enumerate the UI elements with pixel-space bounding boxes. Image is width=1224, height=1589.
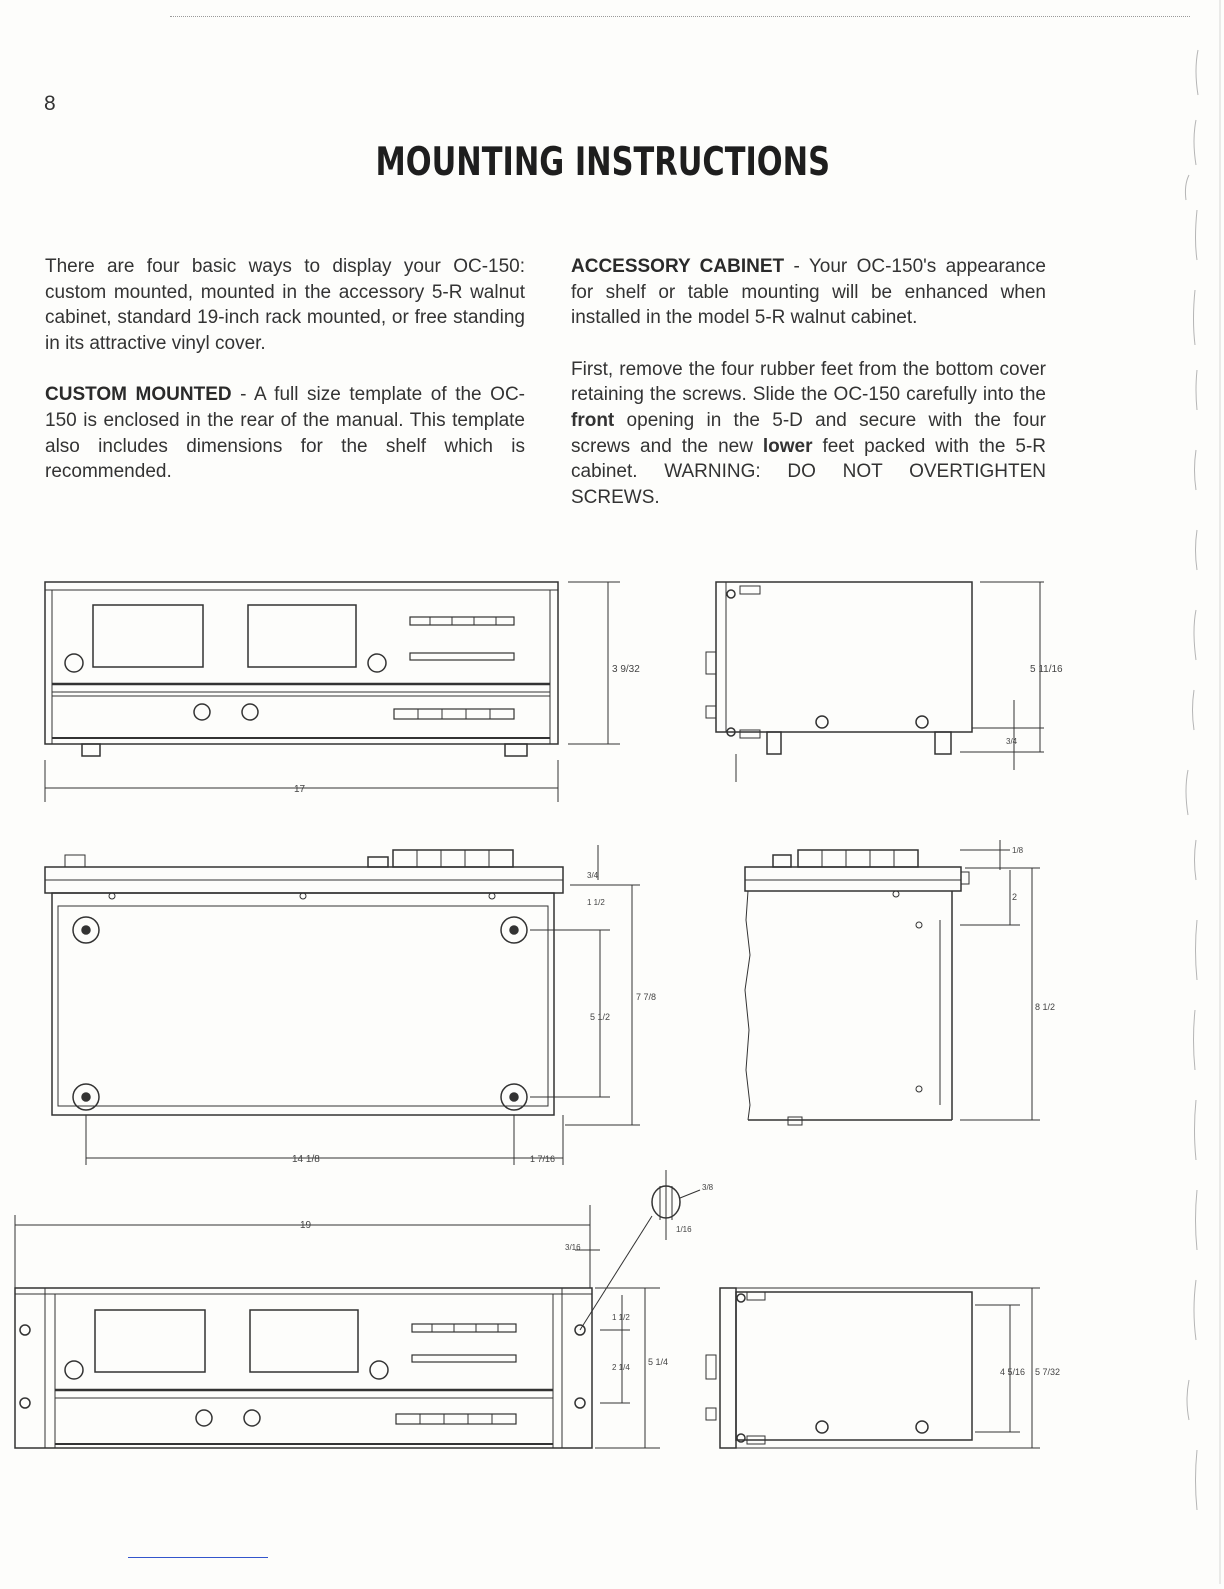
rear-view-diagram	[745, 840, 1055, 1125]
footer-rule	[128, 1557, 268, 1558]
front-height-label: 3 9/32	[612, 664, 640, 675]
bottom-depth-label: 7 7/8	[636, 992, 657, 1002]
bottom-edge-offset-label: 1 7/16	[530, 1154, 556, 1164]
top-small-label: 1 1/2	[587, 898, 605, 907]
rack-ear-label: 3/16	[565, 1243, 581, 1252]
bottom-view-diagram	[45, 845, 656, 1165]
custom-mounted-heading: CUSTOM MOUNTED	[45, 384, 232, 406]
mounting-diagrams	[0, 560, 1224, 1584]
intro-paragraph: There are four basic ways to display your OC-150: custom mounted, mounted in the accessory 5-R walnut cabinet, standard 19-inch rack mounted, or free standing in its attractive vinyl cover.	[45, 256, 525, 354]
accessory-cabinet-body: - Your OC-150's appearance for shelf or table mounting will be enhanced when installed in the model 5-R walnut cabinet.	[571, 256, 1046, 329]
rack-side-height-label: 4 5/16	[1000, 1367, 1026, 1377]
top-rule	[170, 16, 1190, 17]
rack-side-total-label: 5 7/32	[1035, 1367, 1061, 1377]
accessory-cabinet-paragraph	[571, 254, 1046, 331]
front-view-diagram	[45, 582, 640, 802]
rack-width-label: 19	[300, 1220, 312, 1231]
rear-top-label: 1/8	[1012, 846, 1024, 855]
page-title: MOUNTING INSTRUCTIONS	[375, 140, 831, 185]
rack-hole-2-label: 2 1/4	[612, 1363, 630, 1372]
slot-width-label: 3/8	[702, 1183, 714, 1192]
steps-bold-front: front	[571, 409, 615, 431]
side-feet-label: 3/4	[1006, 737, 1018, 746]
rack-height-label: 5 1/4	[648, 1357, 669, 1367]
steps-bold-lower: lower	[762, 435, 813, 457]
side-view-diagram	[706, 582, 1063, 782]
page-number: 8	[44, 92, 56, 115]
rear-depth-label: 8 1/2	[1035, 1002, 1056, 1012]
steps-text-2: opening in the 5-D and secure with the four screws and the new	[571, 409, 1046, 457]
page-edge-marks	[1134, 0, 1224, 1584]
rear-offset-label: 2	[1012, 892, 1018, 902]
right-column	[571, 254, 1046, 510]
front-width-label: 17	[294, 784, 306, 795]
custom-mounted-paragraph	[45, 382, 525, 484]
bottom-span-h-label: 5 1/2	[590, 1012, 611, 1022]
top-offset-label: 3/4	[587, 871, 599, 880]
custom-mounted-body: - A full size template of the OC-150 is enclosed in the rear of the manual. This template also includes dimensions for the shelf which is recommended.	[45, 384, 525, 483]
bottom-span-w-label: 14 1/8	[292, 1154, 320, 1165]
left-column	[45, 254, 525, 485]
steps-text-1: First, remove the four rubber feet from the bottom cover retaining the screws. Slide the OC-150 carefully into the	[571, 358, 1046, 406]
rack-side-view-diagram	[706, 1288, 1060, 1448]
side-height-label: 5 11/16	[1030, 664, 1063, 675]
steps-text-3: feet packed with the 5-R cabinet. WARNING: DO NOT OVERTIGHTEN SCREWS.	[571, 435, 1047, 508]
rack-hole-1-label: 1 1/2	[612, 1313, 630, 1322]
accessory-cabinet-heading: ACCESSORY CABINET	[571, 256, 785, 277]
rack-front-view-diagram	[15, 1170, 714, 1448]
slot-height-label: 1/16	[676, 1225, 692, 1234]
cabinet-steps-paragraph	[571, 357, 1046, 511]
